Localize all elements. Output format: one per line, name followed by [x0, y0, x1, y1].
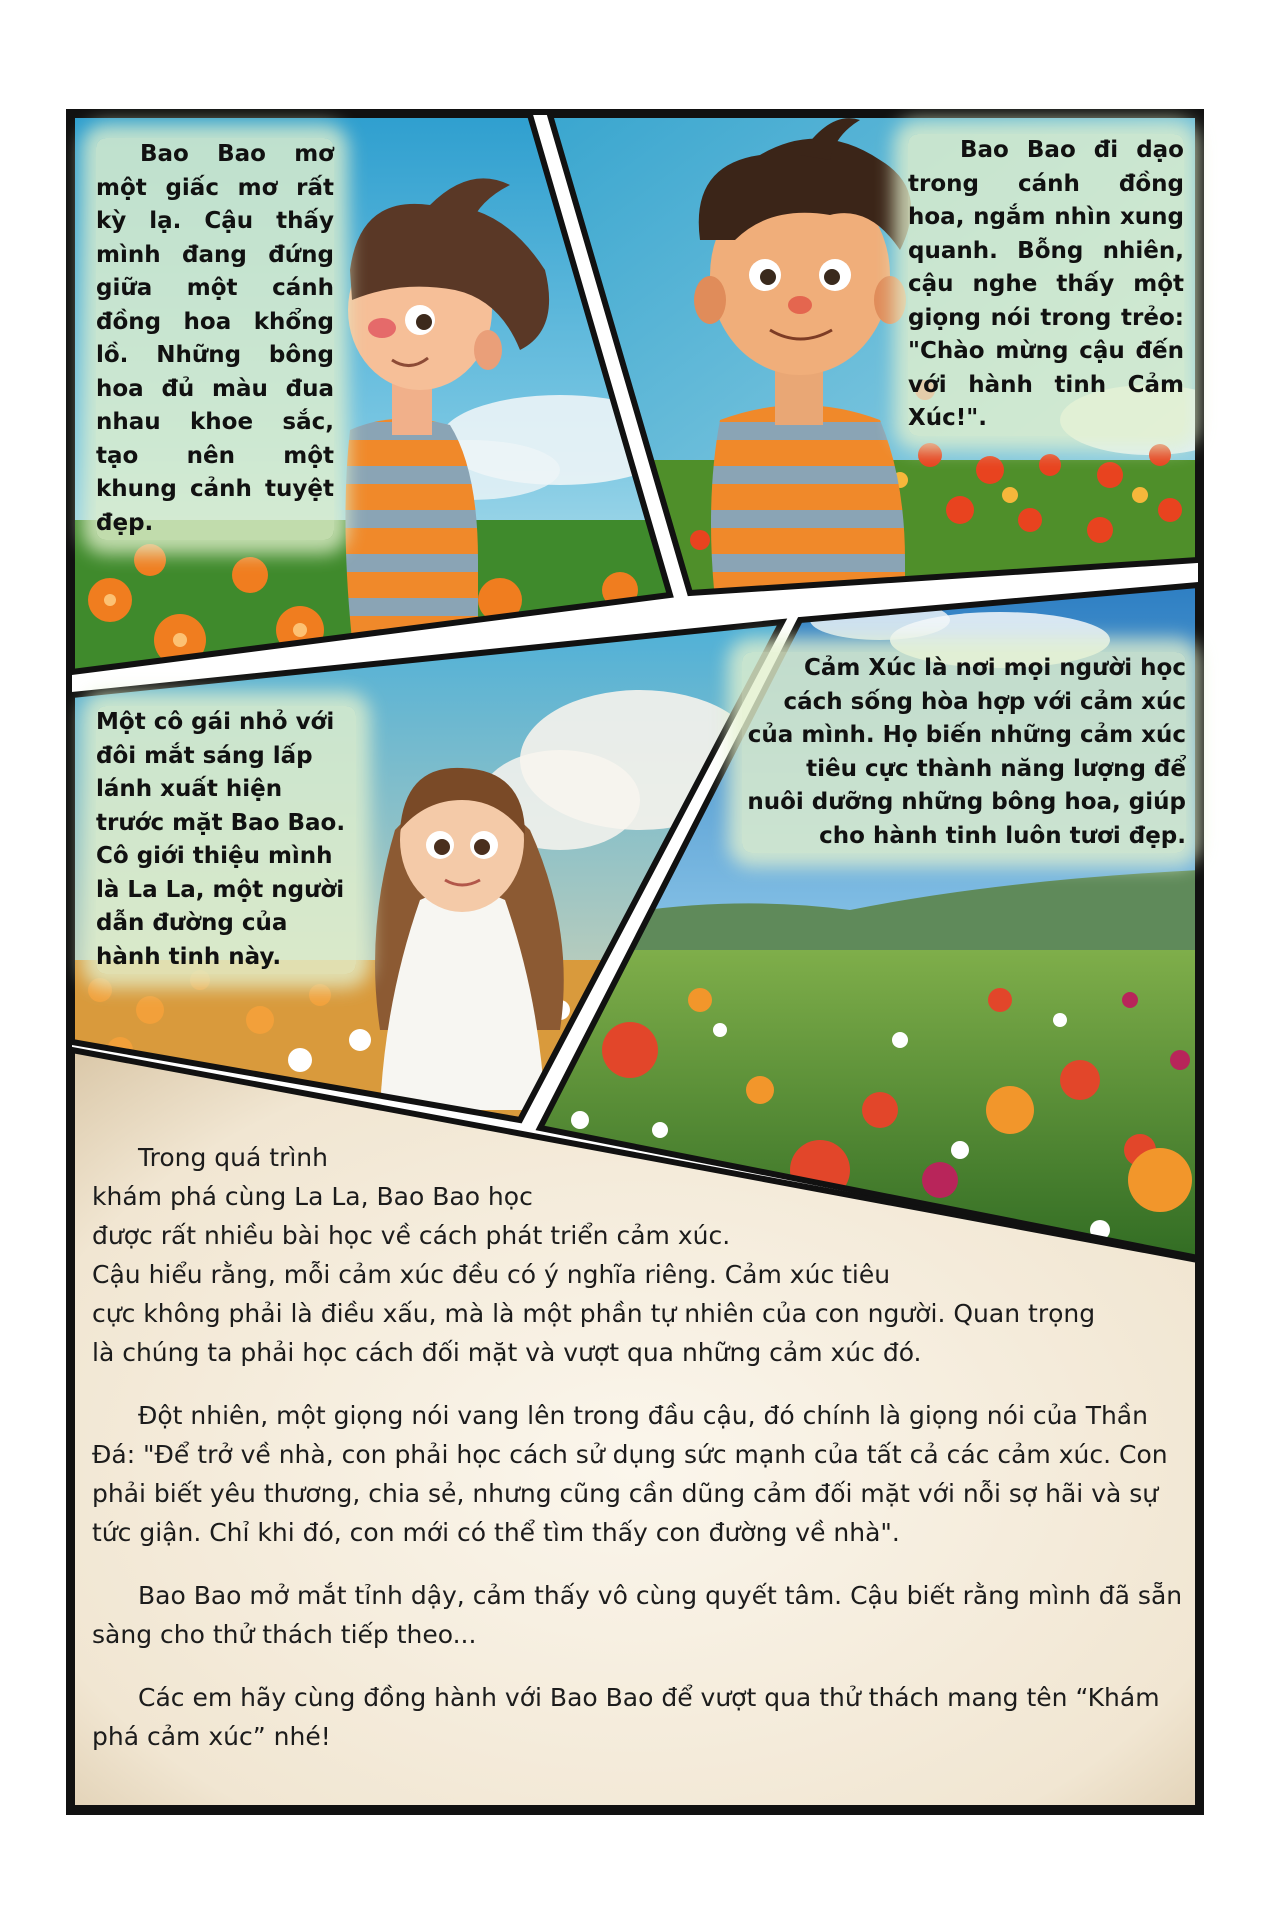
story-line: khám phá cùng La La, Bao Bao học	[92, 1182, 533, 1211]
story-text	[92, 1138, 1192, 1780]
story-paragraph-1	[92, 1138, 1192, 1372]
story-line: được rất nhiều bài học về cách phát triển cảm xúc.	[92, 1221, 731, 1250]
panel-4-caption: Cảm Xúc là nơi mọi người học cách sống hòa hợp với cảm xúc của mình. Họ biến những cảm xúc tiêu cực thành năng lượng để nuôi dưỡng những bông hoa, giúp cho hành tinh luôn tươi đẹp.	[742, 652, 1186, 853]
story-line: Cậu hiểu rằng, mỗi cảm xúc đều có ý nghĩa riêng. Cảm xúc tiêu	[92, 1260, 891, 1289]
story-paragraph-4: Các em hãy cùng đồng hành với Bao Bao để vượt qua thử thách mang tên “Khám phá cảm xúc” nhé!	[92, 1683, 1160, 1751]
panel-2-caption: Bao Bao đi dạo trong cánh đồng hoa, ngắm nhìn xung quanh. Bỗng nhiên, cậu nghe thấy một giọng nói trong trẻo: "Chào mừng cậu đến với hành tinh Cảm Xúc!".	[908, 134, 1184, 436]
story-paragraph-3: Bao Bao mở mắt tỉnh dậy, cảm thấy vô cùng quyết tâm. Cậu biết rằng mình đã sẵn sàng cho thử thách tiếp theo...	[92, 1581, 1183, 1649]
story-paragraph-2: Đột nhiên, một giọng nói vang lên trong đầu cậu, đó chính là giọng nói của Thần Đá: "Để trở về nhà, con phải học cách sử dụng sức mạnh của tất cả các cảm xúc. Con phải biết yêu thương, chia sẻ, nhưng cũng cần dũng cảm đối mặt với nỗi sợ hãi và sự tức giận. Chỉ khi đó, con mới có thể tìm thấy con đường về nhà".	[92, 1401, 1168, 1547]
story-line: Trong quá trình	[138, 1143, 328, 1172]
story-line: cực không phải là điều xấu, mà là một phần tự nhiên của con người. Quan trọng	[92, 1299, 1096, 1328]
panel-3-caption: Một cô gái nhỏ với đôi mắt sáng lấp lánh xuất hiện trước mặt Bao Bao. Cô giới thiệu mình là La La, một người dẫn đường của hành tinh này.	[96, 706, 356, 974]
story-line: là chúng ta phải học cách đối mặt và vượt qua những cảm xúc đó.	[92, 1338, 922, 1367]
panel-1-caption: Bao Bao mơ một giấc mơ rất kỳ lạ. Cậu thấy mình đang đứng giữa một cánh đồng hoa khổng lồ. Những bông hoa đủ màu đua nhau khoe sắc, tạo nên một khung cảnh tuyệt đẹp.	[96, 138, 334, 540]
